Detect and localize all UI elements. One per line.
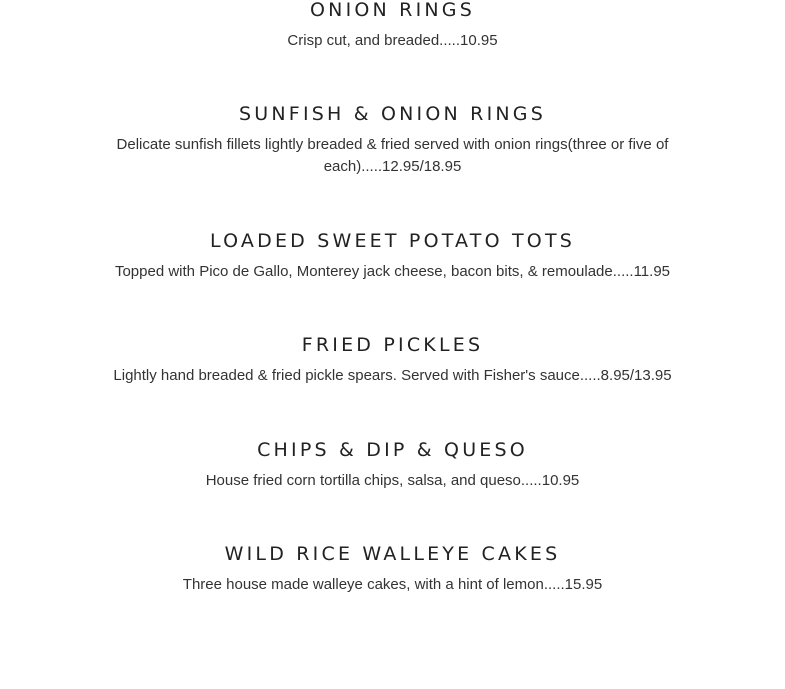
menu-item-sunfish-onion-rings bbox=[95, 103, 690, 178]
menu-item-name: SUNFISH & ONION RINGS bbox=[239, 103, 546, 125]
menu-item-description: Delicate sunfish fillets lightly breaded & fried served with onion rings(three or five of each).....12.95/18.95 bbox=[116, 136, 669, 175]
menu-item-description: Lightly hand breaded & fried pickle spears. Served with Fisher's sauce.....8.95/13.95 bbox=[113, 367, 672, 384]
menu-item-name: ONION RINGS bbox=[310, 0, 475, 21]
menu-item-description: Crisp cut, and breaded.....10.95 bbox=[287, 32, 498, 49]
menu-item-fried-pickles bbox=[95, 334, 690, 387]
menu-item-name: FRIED PICKLES bbox=[301, 334, 484, 356]
menu-item-onion-rings bbox=[95, 0, 690, 52]
menu-item-loaded-sweet-potato-tots bbox=[95, 230, 690, 283]
menu-item-name: WILD RICE WALLEYE CAKES bbox=[224, 543, 561, 565]
menu-item-chips-dip-queso bbox=[95, 439, 690, 492]
menu-item-name: CHIPS & DIP & QUESO bbox=[257, 439, 528, 461]
menu-item-description: Topped with Pico de Gallo, Monterey jack cheese, bacon bits, & remoulade.....11.95 bbox=[114, 263, 671, 280]
menu-item-description: House fried corn tortilla chips, salsa, and queso.....10.95 bbox=[205, 472, 580, 489]
menu-item-name: LOADED SWEET POTATO TOTS bbox=[209, 230, 576, 252]
menu-item-description: Three house made walleye cakes, with a hint of lemon.....15.95 bbox=[182, 576, 603, 593]
menu-item-wild-rice-walleye-cakes bbox=[95, 543, 690, 596]
